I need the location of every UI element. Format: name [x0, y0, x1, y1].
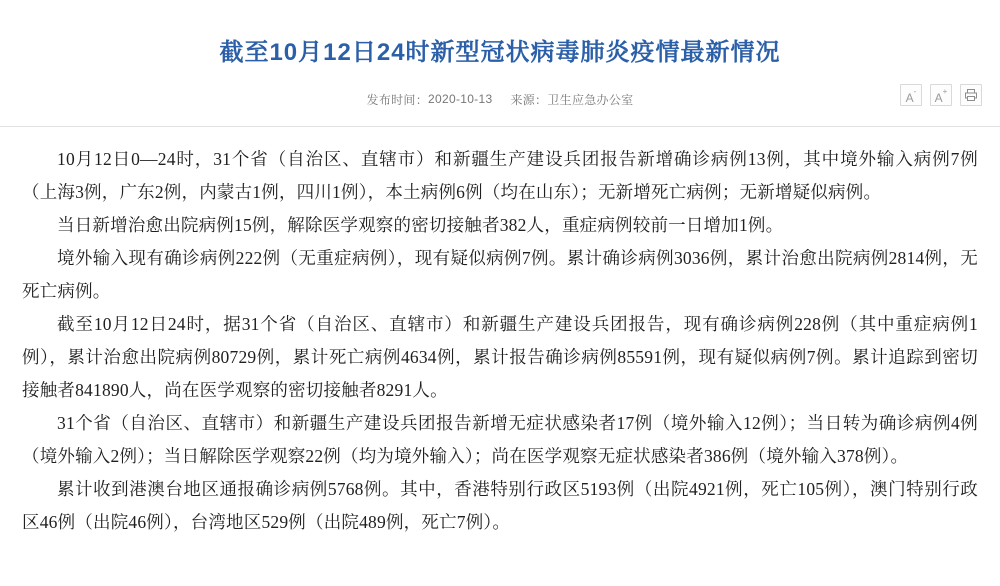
article-paragraph: 10月12日0—24时，31个省（自治区、直辖市）和新疆生产建设兵团报告新增确诊病例13例，其中境外输入病例7例（上海3例，广东2例，内蒙古1例，四川1例），本土病例6例（均在山东）；无新增死亡病例；无新增疑似病例。 [22, 149, 978, 203]
font-increase-sup: + [942, 87, 948, 97]
publish-time-value: 2020-10-13 [428, 92, 493, 107]
article-paragraph: 境外输入现有确诊病例222例（无重症病例），现有疑似病例7例。累计确诊病例3036例，累计治愈出院病例2814例，无死亡病例。 [22, 248, 978, 302]
font-decrease-button[interactable] [900, 84, 922, 106]
article-tools [900, 84, 982, 106]
article-paragraph: 31个省（自治区、直辖市）和新疆生产建设兵团报告新增无症状感染者17例（境外输入12例）；当日转为确诊病例4例（境外输入2例）；当日解除医学观察22例（均为境外输入）；尚在医学观察无症状感染者386例（境外输入378例）。 [22, 413, 978, 467]
font-decrease-label: A [905, 91, 914, 106]
article-paragraph: 截至10月12日24时，据31个省（自治区、直辖市）和新疆生产建设兵团报告，现有确诊病例228例（其中重症病例1例），累计治愈出院病例80729例，累计死亡病例4634例，累计报告确诊病例85591例，现有疑似病例7例。累计追踪到密切接触者841890人，尚在医学观察的密切接触者8291人。 [22, 314, 978, 401]
article-body [0, 127, 1000, 539]
font-decrease-sup: - [913, 87, 917, 97]
article-paragraph: 当日新增治愈出院病例15例，解除医学观察的密切接触者382人，重症病例较前一日增加1例。 [57, 215, 784, 236]
printer-icon [961, 88, 981, 102]
font-increase-button[interactable] [930, 84, 952, 106]
page-title: 截至10月12日24时新型冠状病毒肺炎疫情最新情况 [219, 39, 781, 67]
article-paragraph: 累计收到港澳台地区通报确诊病例5768例。其中，香港特别行政区5193例（出院4921例，死亡105例），澳门特别行政区46例（出院46例），台湾地区529例（出院489例，死亡7例）。 [22, 479, 978, 533]
source-value: 卫生应急办公室 [547, 92, 634, 107]
font-increase-label: A [934, 91, 943, 106]
source-label: 来源： [510, 92, 548, 107]
document-page [0, 16, 1000, 586]
publish-time-label: 发布时间： [366, 92, 429, 107]
print-button[interactable] [960, 84, 982, 106]
article-meta [0, 86, 1000, 112]
